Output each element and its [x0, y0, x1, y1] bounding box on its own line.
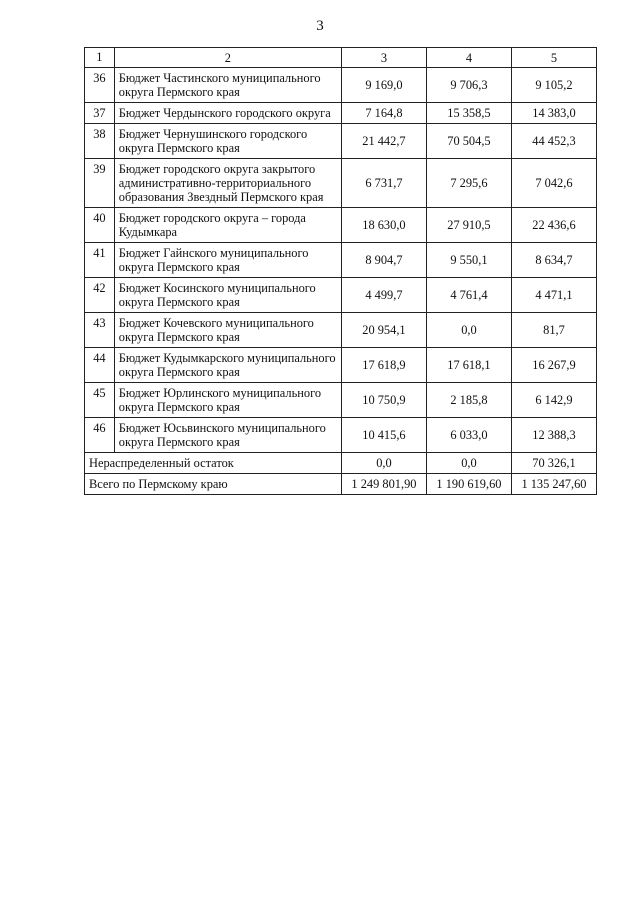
row-budget-name: Бюджет городского округа закрытого административно-территориального образования Звездный Пермского края — [114, 159, 341, 208]
row-value-col5: 6 142,9 — [511, 383, 596, 418]
row-value-col3: 18 630,0 — [341, 208, 426, 243]
total-row — [85, 474, 597, 495]
row-budget-name: Бюджет Кочевского муниципального округа Пермского края — [114, 313, 341, 348]
total-col4: 1 190 619,60 — [426, 474, 511, 495]
table-row — [85, 418, 597, 453]
row-value-col4: 9 706,3 — [426, 68, 511, 103]
row-budget-name: Бюджет Чернушинского городского округа Пермского края — [114, 124, 341, 159]
table-body — [85, 68, 597, 495]
row-budget-name: Бюджет Частинского муниципального округа Пермского края — [114, 68, 341, 103]
row-value-col5: 16 267,9 — [511, 348, 596, 383]
row-value-col5: 22 436,6 — [511, 208, 596, 243]
row-number: 41 — [85, 243, 115, 278]
row-value-col3: 20 954,1 — [341, 313, 426, 348]
row-number: 43 — [85, 313, 115, 348]
total-label: Всего по Пермскому краю — [85, 474, 342, 495]
row-value-col5: 44 452,3 — [511, 124, 596, 159]
table-row — [85, 383, 597, 418]
row-number: 38 — [85, 124, 115, 159]
row-number: 40 — [85, 208, 115, 243]
page-number: 3 — [316, 18, 324, 34]
header-col-2: 2 — [114, 48, 341, 68]
row-budget-name: Бюджет Юсьвинского муниципального округа Пермского края — [114, 418, 341, 453]
row-value-col3: 8 904,7 — [341, 243, 426, 278]
table-row — [85, 68, 597, 103]
row-value-col3: 7 164,8 — [341, 103, 426, 124]
undistributed-col5: 70 326,1 — [511, 453, 596, 474]
row-budget-name: Бюджет Косинского муниципального округа Пермского края — [114, 278, 341, 313]
table-row — [85, 243, 597, 278]
row-number: 39 — [85, 159, 115, 208]
header-col-4: 4 — [426, 48, 511, 68]
row-value-col4: 4 761,4 — [426, 278, 511, 313]
table-row — [85, 348, 597, 383]
row-value-col3: 21 442,7 — [341, 124, 426, 159]
row-value-col4: 2 185,8 — [426, 383, 511, 418]
table-row — [85, 278, 597, 313]
header-row — [85, 48, 597, 68]
row-value-col5: 8 634,7 — [511, 243, 596, 278]
row-number: 45 — [85, 383, 115, 418]
table-header — [85, 48, 597, 68]
row-value-col3: 6 731,7 — [341, 159, 426, 208]
undistributed-label: Нераспределенный остаток — [85, 453, 342, 474]
row-value-col3: 10 750,9 — [341, 383, 426, 418]
row-value-col5: 81,7 — [511, 313, 596, 348]
row-value-col5: 12 388,3 — [511, 418, 596, 453]
row-budget-name: Бюджет Гайнского муниципального округа Пермского края — [114, 243, 341, 278]
row-budget-name: Бюджет Кудымкарского муниципального округа Пермского края — [114, 348, 341, 383]
row-value-col3: 4 499,7 — [341, 278, 426, 313]
row-budget-name: Бюджет Юрлинского муниципального округа Пермского края — [114, 383, 341, 418]
row-value-col5: 4 471,1 — [511, 278, 596, 313]
undistributed-col3: 0,0 — [341, 453, 426, 474]
budget-table — [84, 47, 597, 495]
row-value-col4: 0,0 — [426, 313, 511, 348]
undistributed-col4: 0,0 — [426, 453, 511, 474]
total-col3: 1 249 801,90 — [341, 474, 426, 495]
row-number: 37 — [85, 103, 115, 124]
row-value-col3: 9 169,0 — [341, 68, 426, 103]
row-budget-name: Бюджет городского округа – города Кудымкара — [114, 208, 341, 243]
row-value-col3: 17 618,9 — [341, 348, 426, 383]
header-col-5: 5 — [511, 48, 596, 68]
row-budget-name: Бюджет Чердынского городского округа — [114, 103, 341, 124]
header-col-3: 3 — [341, 48, 426, 68]
row-value-col4: 6 033,0 — [426, 418, 511, 453]
row-value-col5: 14 383,0 — [511, 103, 596, 124]
row-value-col5: 9 105,2 — [511, 68, 596, 103]
row-value-col4: 7 295,6 — [426, 159, 511, 208]
row-value-col4: 70 504,5 — [426, 124, 511, 159]
row-value-col4: 27 910,5 — [426, 208, 511, 243]
row-value-col4: 9 550,1 — [426, 243, 511, 278]
table-row — [85, 103, 597, 124]
row-value-col4: 17 618,1 — [426, 348, 511, 383]
header-col-1: 1 — [85, 48, 115, 68]
undistributed-row — [85, 453, 597, 474]
row-number: 36 — [85, 68, 115, 103]
row-number: 44 — [85, 348, 115, 383]
total-col5: 1 135 247,60 — [511, 474, 596, 495]
row-value-col3: 10 415,6 — [341, 418, 426, 453]
row-number: 46 — [85, 418, 115, 453]
table-row — [85, 159, 597, 208]
table-row — [85, 313, 597, 348]
row-number: 42 — [85, 278, 115, 313]
table-row — [85, 208, 597, 243]
row-value-col4: 15 358,5 — [426, 103, 511, 124]
row-value-col5: 7 042,6 — [511, 159, 596, 208]
table-row — [85, 124, 597, 159]
